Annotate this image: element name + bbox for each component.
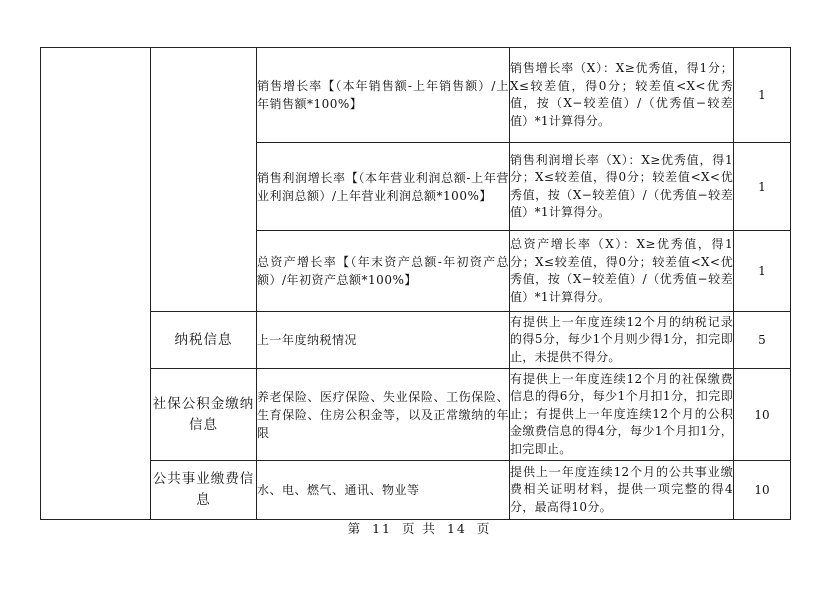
page-number: 11 [372, 521, 393, 536]
total-pages: 14 [446, 521, 467, 536]
table-row [41, 369, 791, 461]
category-cell: 纳税信息 [151, 312, 257, 369]
category-cell: 公共事业缴费信息 [151, 461, 257, 520]
scoring-rule-cell: 有提供上一年度连续12个月的纳税记录的得5分，每少1个月则少得1分，扣完即止，未提供不得分。 [510, 312, 734, 369]
criterion-cell: 总资产增长率【（年末资产总额-年初资产总额）/年初资产总额*100%】 [257, 231, 510, 312]
score-cell: 1 [734, 231, 791, 312]
score-cell: 10 [734, 369, 791, 461]
scoring-table [40, 47, 791, 520]
criterion-cell: 销售增长率【（本年销售额-上年销售额）/上年销售额*100%】 [257, 48, 510, 143]
score-cell: 10 [734, 461, 791, 520]
score-cell: 1 [734, 48, 791, 143]
scoring-rule-cell: 销售利润增长率（X）：X≥优秀值，得1分；X≤较差值，得0分；较差值<X<优秀值，按（X−较差值）/（优秀值−较差值）*1计算得分。 [510, 143, 734, 231]
scoring-rule-cell: 有提供上一年度连续12个月的社保缴费信息的得6分，每少1个月扣1分，扣完即止；有提供上一年度连续12个月的公积金缴费信息的得4分，每少1个月扣1分，扣完即止。 [510, 369, 734, 461]
scoring-rule-cell: 提供上一年度连续12个月的公共事业缴费相关证明材料，提供一项完整的得4分，最高得10分。 [510, 461, 734, 520]
table-row [41, 312, 791, 369]
criterion-cell: 上一年度纳税情况 [257, 312, 510, 369]
primary-category-cell [41, 48, 151, 520]
score-cell: 1 [734, 143, 791, 231]
table-row [41, 48, 791, 143]
footer-prefix: 第 [347, 521, 363, 536]
criterion-cell: 销售利润增长率【（本年营业利润总额-上年营业利润总额）/上年营业利润总额*100%】 [257, 143, 510, 231]
category-cell [151, 48, 257, 312]
footer-suffix: 页 [476, 521, 492, 536]
criterion-cell: 水、电、燃气、通讯、物业等 [257, 461, 510, 520]
page-footer [0, 519, 839, 537]
category-cell: 社保公积金缴纳信息 [151, 369, 257, 461]
criterion-cell: 养老保险、医疗保险、失业保险、工伤保险、生育保险、住房公积金等，以及正常缴纳的年限 [257, 369, 510, 461]
scoring-rule-cell: 总资产增长率（X）：X≥优秀值，得1分；X≤较差值，得0分；较差值<X<优秀值，按（X−较差值）/（优秀值−较差值）*1计算得分。 [510, 231, 734, 312]
scoring-rule-cell: 销售增长率（X）：X≥优秀值，得1分；X≤较差值，得0分；较差值<X<优秀值，按（X−较差值）/（优秀值−较差值）*1计算得分。 [510, 48, 734, 143]
table-row [41, 461, 791, 520]
score-cell: 5 [734, 312, 791, 369]
footer-middle: 页 共 [402, 521, 437, 536]
